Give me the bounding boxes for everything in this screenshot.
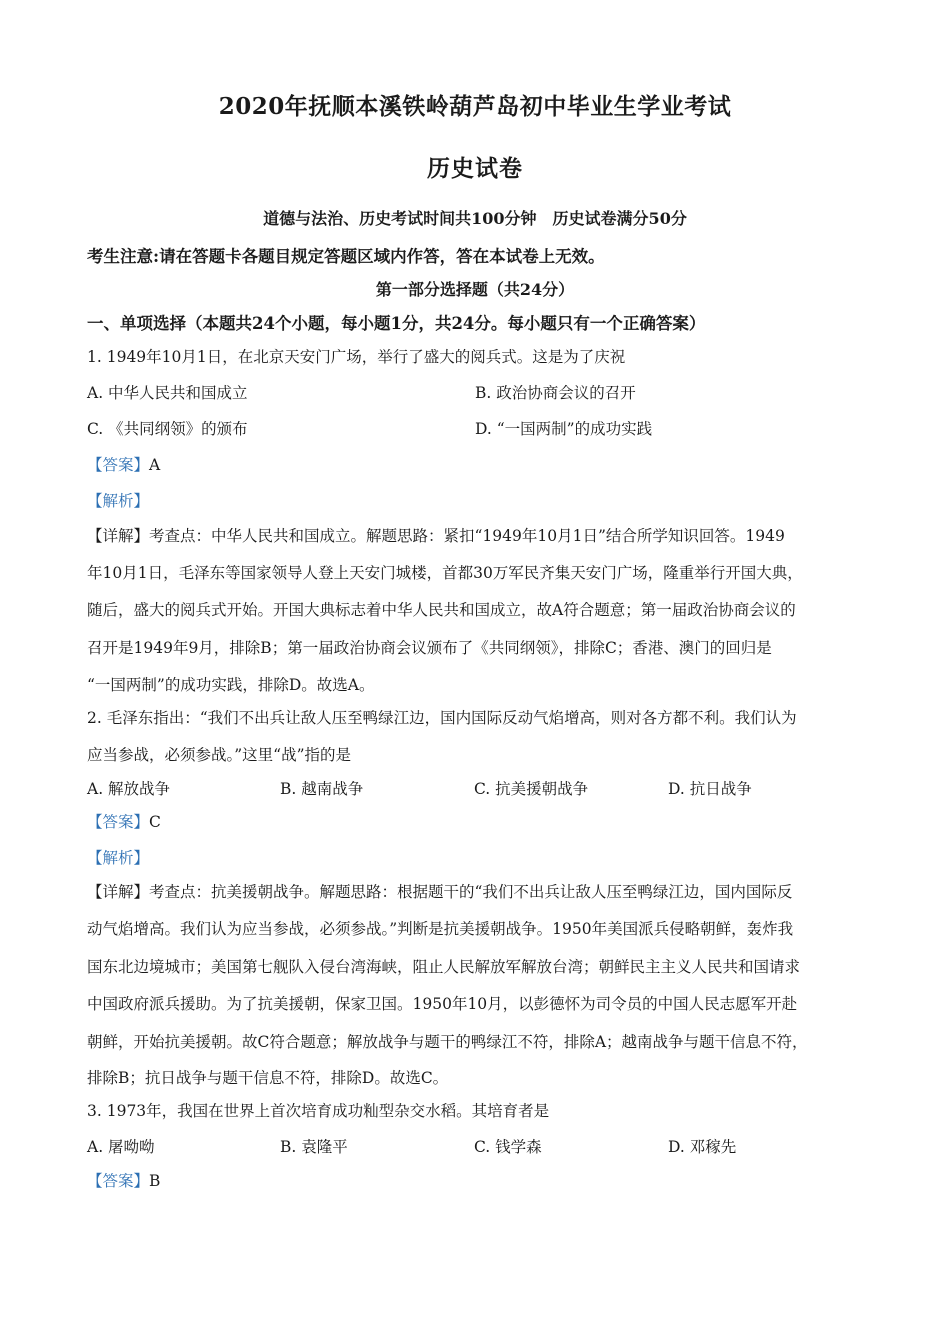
q2-detail-line: 国东北边境城市；美国第七舰队入侵台湾海峡，阻止人民解放军解放台湾；朝鲜民主主义人民共和国请求 [87, 958, 801, 976]
exam-notice: 考生注意:请在答题卡各题目规定答题区域内作答，答在本试卷上无效。 [87, 247, 605, 266]
answer-tag: 【答案】 [87, 1172, 150, 1190]
q2-detail-line: 中国政府派兵援助。为了抗美援朝，保家卫国。1950年10月，以彭德怀为司令员的中国人民志愿军开赴 [87, 995, 798, 1013]
q2-stem: 2. 毛泽东指出：“我们不出兵让敌人压至鸭绿江边，国内国际反动气焰增高，则对各方都不利。我们认为 [87, 709, 797, 727]
q3-answer-value: B [149, 1172, 161, 1190]
q2-analysis-tag: 【解析】 [87, 849, 150, 867]
q1-detail-line: 【详解】考查点：中华人民共和国成立。解题思路：紧扣“1949年10月1日”结合所学知识回答。1949 [87, 527, 785, 545]
q3-stem: 3. 1973年，我国在世界上首次培育成功籼型杂交水稻。其培育者是 [87, 1102, 550, 1120]
q2-option-d: D. 抗日战争 [668, 780, 752, 798]
exam-subtitle: 历史试卷 [427, 155, 523, 182]
q3-option-a: A. 屠呦呦 [87, 1138, 155, 1156]
q2-detail-line: 动气焰增高。我们认为应当参战，必须参战。”判断是抗美援朝战争。1950年美国派兵侵略朝鲜，轰炸我 [87, 920, 794, 938]
q1-detail-line: 随后，盛大的阅兵式开始。开国大典标志着中华人民共和国成立，故A符合题意；第一届政治协商会议的 [87, 601, 796, 619]
q1-detail-line: 年10月1日，毛泽东等国家领导人登上天安门城楼，首都30万军民齐集天安门广场，隆重举行开国大典， [87, 564, 803, 582]
q2-stem: 应当参战，必须参战。”这里“战”指的是 [87, 746, 352, 764]
q1-option-a: A. 中华人民共和国成立 [87, 384, 248, 402]
q2-option-c: C. 抗美援朝战争 [474, 780, 589, 798]
q1-detail-line: 召开是1949年9月，排除B；第一届政治协商会议颁布了《共同纲领》，排除C；香港、澳门的回归是 [87, 639, 772, 657]
q3-answer [87, 1169, 160, 1191]
exam-meta: 道德与法治、历史考试时间共100分钟 历史试卷满分50分 [263, 209, 687, 228]
exam-title: 2020年抚顺本溪铁岭葫芦岛初中毕业生学业考试 [218, 93, 732, 120]
q2-answer [87, 810, 161, 832]
q2-detail-line: 朝鲜，开始抗美援朝。故C符合题意；解放战争与题干的鸭绿江不符，排除A；越南战争与题干信息不符， [87, 1033, 808, 1051]
q1-answer [87, 453, 160, 475]
q1-detail-line: “一国两制”的成功实践，排除D。故选A。 [87, 676, 375, 694]
q1-analysis-tag: 【解析】 [87, 492, 150, 510]
answer-tag: 【答案】 [87, 456, 150, 474]
q1-option-c: C. 《共同纲领》的颁布 [87, 420, 248, 438]
q2-answer-value: C [149, 813, 161, 831]
part-heading: 第一部分选择题（共24分） [375, 280, 575, 299]
q1-option-d: D. “一国两制”的成功实践 [475, 420, 653, 438]
q2-option-a: A. 解放战争 [87, 780, 171, 798]
answer-tag: 【答案】 [87, 813, 150, 831]
q1-answer-value: A [149, 456, 161, 474]
q2-detail-line: 排除B；抗日战争与题干信息不符，排除D。故选C。 [87, 1069, 449, 1087]
q3-option-b: B. 袁隆平 [280, 1138, 348, 1156]
q1-option-b: B. 政治协商会议的召开 [475, 384, 636, 402]
q1-stem: 1. 1949年10月1日，在北京天安门广场，举行了盛大的阅兵式。这是为了庆祝 [87, 348, 626, 366]
q3-option-c: C. 钱学森 [474, 1138, 542, 1156]
q3-option-d: D. 邓稼先 [668, 1138, 737, 1156]
q2-detail-line: 【详解】考查点：抗美援朝战争。解题思路：根据题干的“我们不出兵让敌人压至鸭绿江边，国内国际反 [87, 883, 793, 901]
q2-option-b: B. 越南战争 [280, 780, 364, 798]
section-heading: 一、单项选择（本题共24个小题，每小题1分，共24分。每小题只有一个正确答案） [87, 314, 706, 333]
